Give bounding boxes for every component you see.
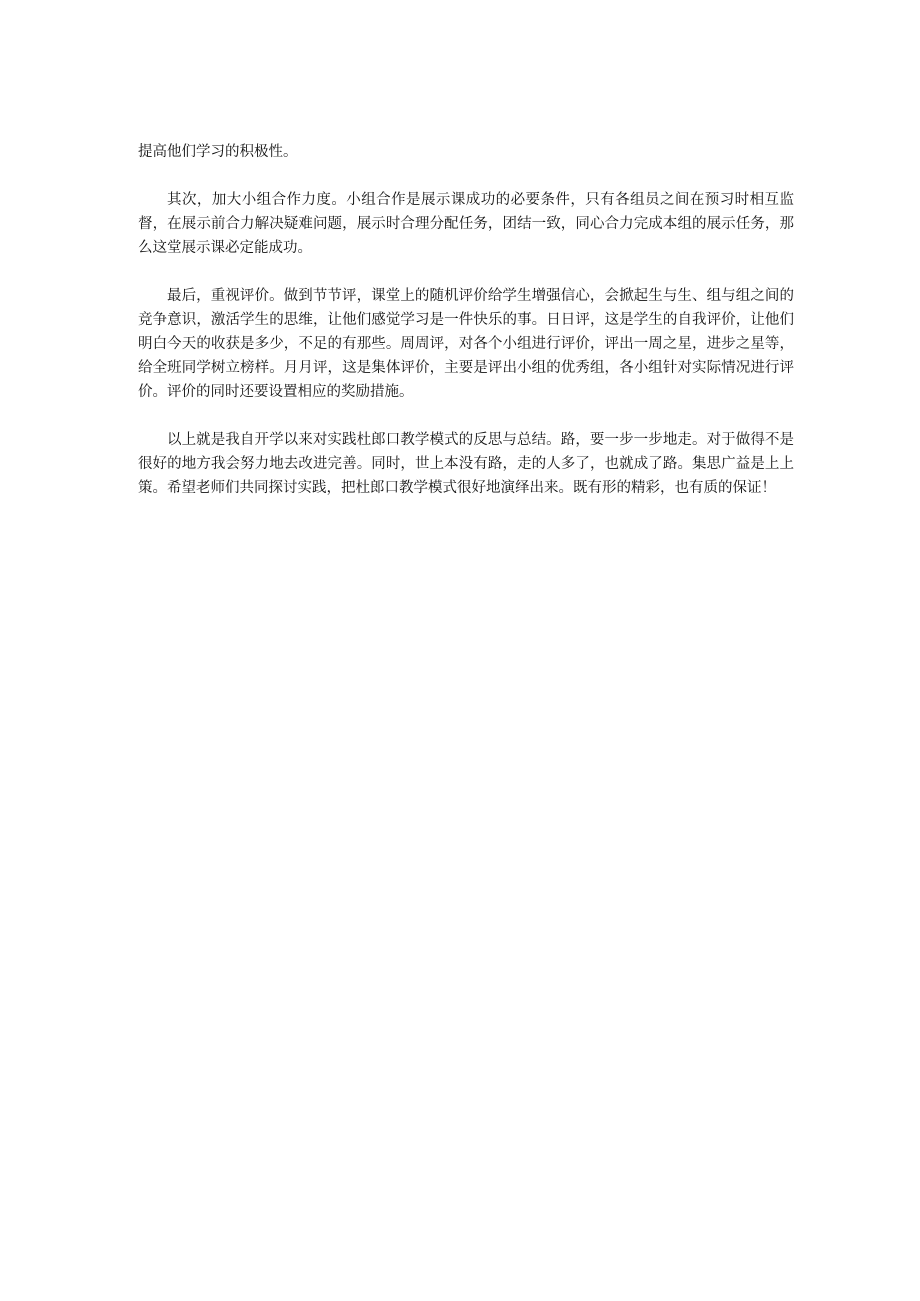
paragraph-evaluation: 最后，重视评价。做到节节评，课堂上的随机评价给学生增强信心，会掀起生与生、组与组之间的竞争意识，激活学生的思维，让他们感觉学习是一件快乐的事。日日评，这是学生的自我评价，让他们明白今天的收获是多少，不足的有那些。周周评，对各个小组进行评价，评出一周之星，进步之星等，给全班同学树立榜样。月月评，这是集体评价，主要是评出小组的优秀组，各小组针对实际情况进行评价。评价的同时还要设置相应的奖励措施。 (138, 288, 794, 400)
paragraph-conclusion: 以上就是我自开学以来对实践杜郎口教学模式的反思与总结。路，要一步一步地走。对于做得不是很好的地方我会努力地去改进完善。同时，世上本没有路，走的人多了，也就成了路。集思广益是上上策。希望老师们共同探讨实践，把杜郎口教学模式很好地演绎出来。既有形的精彩，也有质的保证！ (138, 432, 794, 496)
document-body (138, 140, 794, 524)
paragraph-group-cooperation: 其次，加大小组合作力度。小组合作是展示课成功的必要条件，只有各组员之间在预习时相互监督，在展示前合力解决疑难问题，展示时合理分配任务，团结一致，同心合力完成本组的展示任务，那么这堂展示课必定能成功。 (138, 192, 794, 256)
paragraph-continuation: 提高他们学习的积极性。 (138, 144, 298, 160)
